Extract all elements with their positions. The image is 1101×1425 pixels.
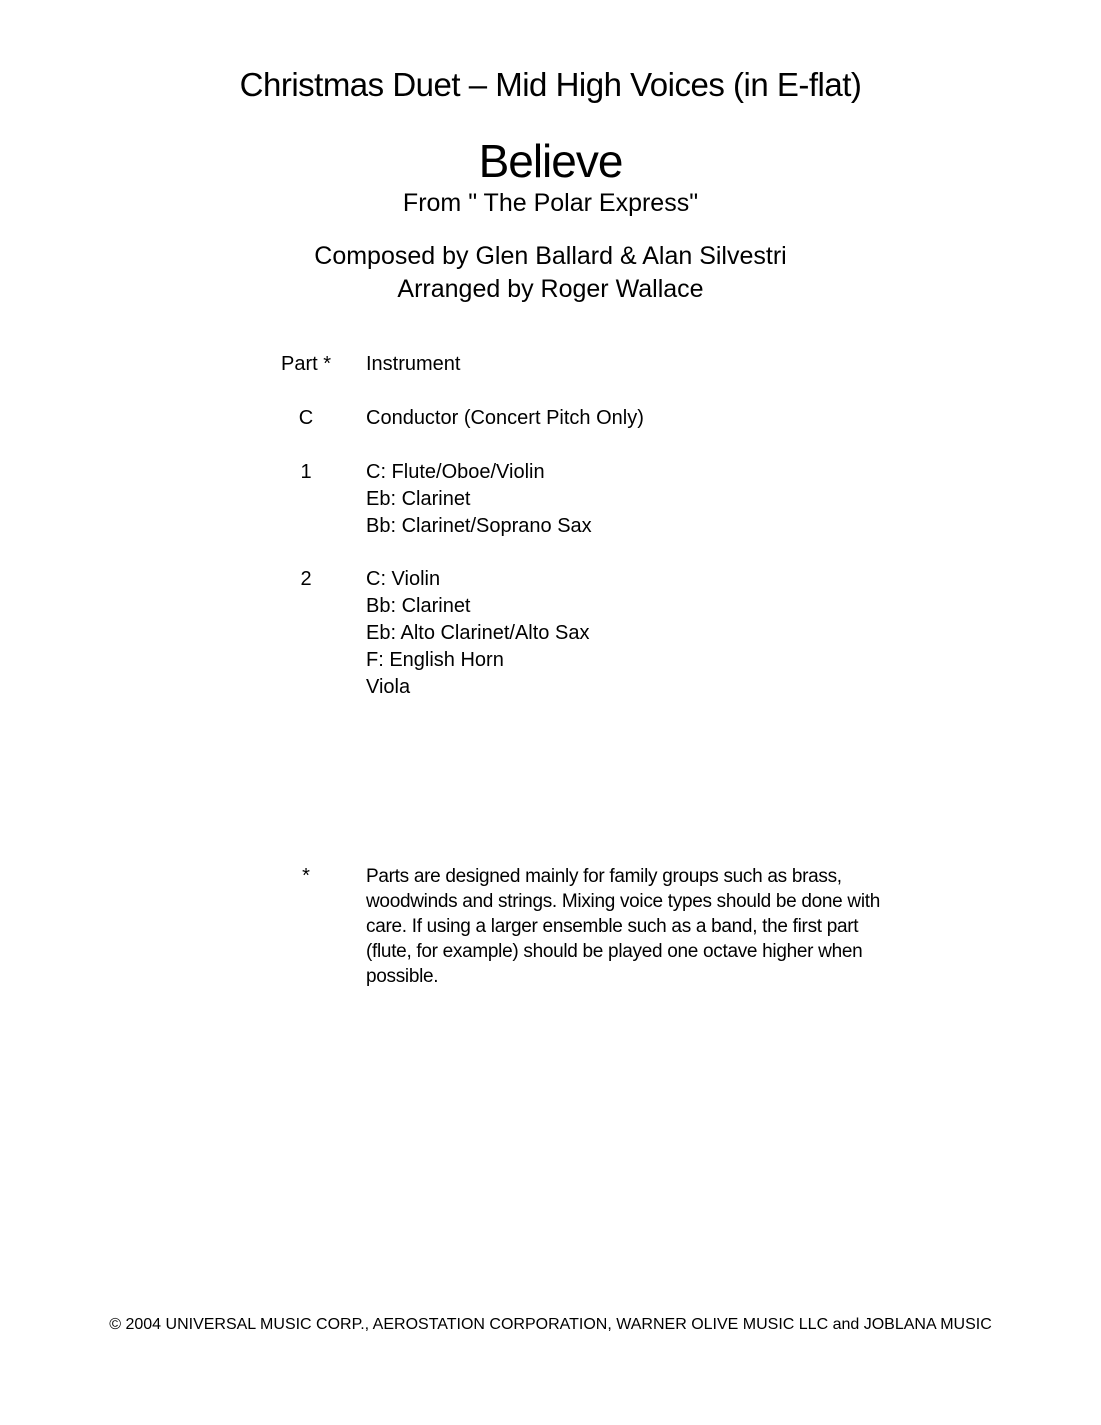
footnote-mark: * — [302, 865, 310, 887]
part-label: 2 — [300, 568, 312, 590]
copyright-notice: © 2004 UNIVERSAL MUSIC CORP., AEROSTATION CORPORATION, WARNER OLIVE MUSIC LLC and JOBLANA MUSIC — [109, 1316, 992, 1333]
composer-credit: Composed by Glen Ballard & Alan Silvestri — [314, 242, 787, 270]
song-title: Believe — [478, 135, 623, 187]
part-label: C — [298, 407, 314, 429]
instrument-item: Bb: Clarinet — [366, 595, 471, 617]
instrument-list — [366, 405, 644, 432]
instrument-item: F: English Horn — [366, 649, 504, 671]
part-column-header: Part * — [280, 353, 332, 375]
instrument-item: Eb: Alto Clarinet/Alto Sax — [366, 622, 590, 644]
instrument-column-header: Instrument — [366, 353, 461, 375]
part-label: 1 — [300, 461, 312, 483]
instrument-item: Conductor (Concert Pitch Only) — [366, 407, 644, 429]
series-line: Christmas Duet – Mid High Voices (in E-flat) — [239, 66, 862, 103]
footnote-text: Parts are designed mainly for family groups such as brass, woodwinds and strings. Mixing voice types should be done with care. If using a larger ensemble such as a band, the first part (flute, for example) should be played one octave higher when possible. — [366, 866, 880, 987]
credits — [0, 240, 1101, 306]
instrument-item: C: Flute/Oboe/Violin — [366, 461, 545, 483]
instrument-item: Eb: Clarinet — [366, 488, 471, 510]
instrument-list — [366, 566, 589, 701]
arranger-credit: Arranged by Roger Wallace — [397, 275, 704, 303]
instrument-list — [366, 459, 592, 540]
instrument-item: Viola — [366, 676, 411, 698]
source-line: From " The Polar Express" — [402, 189, 699, 217]
instrument-item: C: Violin — [366, 568, 441, 590]
instrument-item: Bb: Clarinet/Soprano Sax — [366, 515, 592, 537]
